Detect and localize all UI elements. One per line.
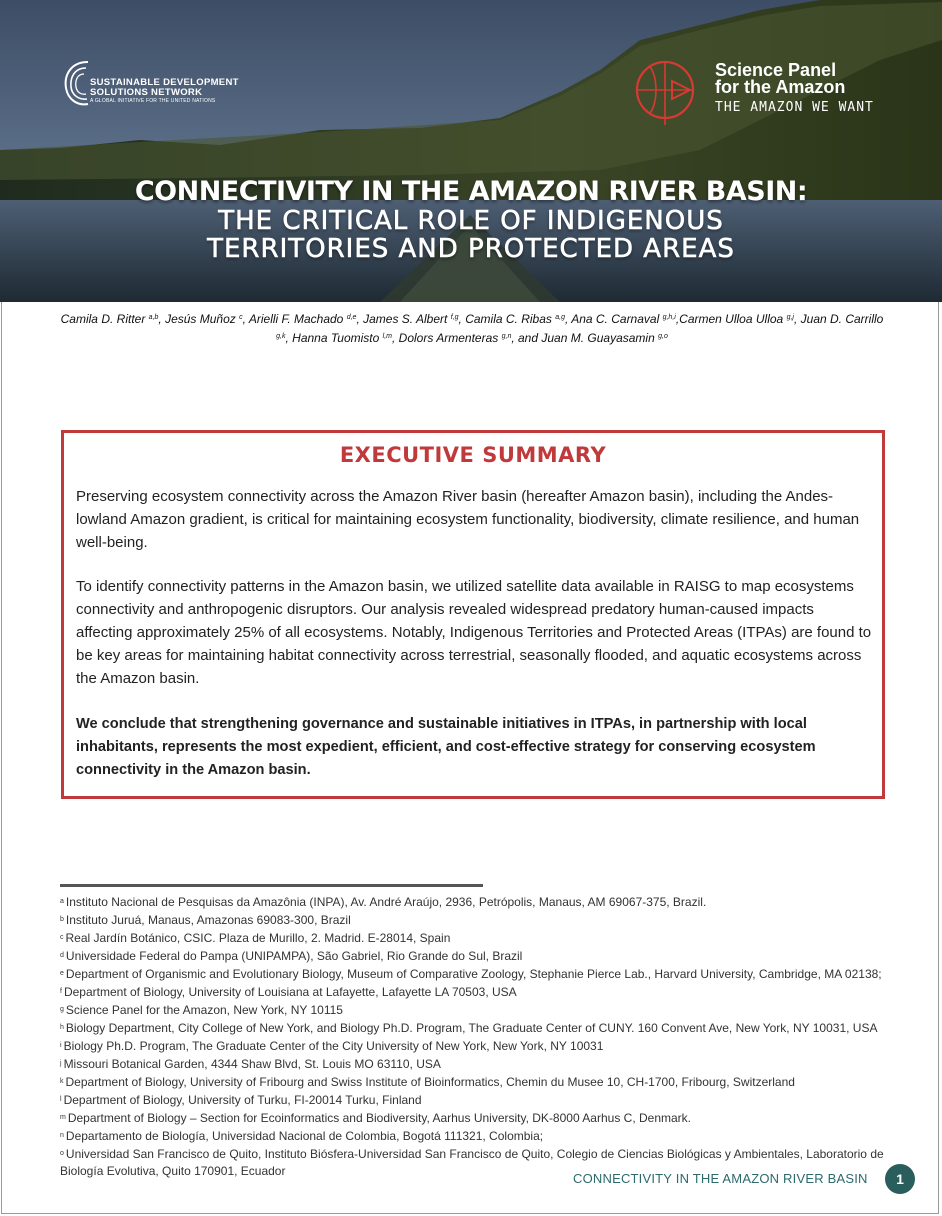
affiliation-text: Real Jardín Botánico, CSIC. Plaza de Murillo, 2. Madrid. E-28014, Spain — [65, 931, 451, 945]
affiliation-text: Instituto Juruá, Manaus, Amazonas 69083-300, Brazil — [65, 913, 351, 927]
affiliation-text: Department of Biology, University of Fribourg and Swiss Institute of Bioinformatics, Chemin du Musee 10, CH-1700, Fribourg, Switzerland — [65, 1075, 795, 1089]
affiliation-key: a — [60, 898, 64, 905]
author-name: Carmen Ulloa Ulloa — [679, 312, 784, 326]
affiliation-text: Departamento de Biología, Universidad Nacional de Colombia, Bogotá 111321, Colombia; — [65, 1129, 544, 1143]
author-name: Jesús Muñoz — [165, 312, 236, 326]
author-separator: , — [356, 312, 364, 326]
affiliation-text: Biology Department, City College of New York, and Biology Ph.D. Program, The Graduate Center of CUNY. 160 Convent Ave, New York, NY 10031, USA — [65, 1021, 878, 1035]
affiliation-key: e — [60, 970, 64, 977]
sdsn-swirl-icon — [62, 56, 92, 112]
affiliation-key: k — [60, 1078, 64, 1085]
title-line-2: THE CRITICAL ROLE OF INDIGENOUS — [218, 206, 724, 236]
author-name: Juan D. Carrillo — [800, 312, 884, 326]
footnote-divider — [60, 884, 483, 887]
author-name: Hanna Tuomisto — [292, 331, 380, 345]
science-panel-name-line1: Science Panel — [715, 60, 837, 80]
affiliation-text: Instituto Nacional de Pesquisas da Amazônia (INPA), Av. André Araújo, 2936, Petrópolis, Manaus, AM 69067-375, Brazil. — [65, 895, 707, 909]
affiliation-text: Biology Ph.D. Program, The Graduate Center of the City University of New York, New York, NY 10031 — [63, 1039, 604, 1053]
affiliation-key: n — [60, 1132, 64, 1139]
affiliation-item — [60, 893, 890, 911]
author-list — [60, 309, 884, 347]
affiliation-key: c — [60, 934, 64, 941]
executive-summary-heading: EXECUTIVE SUMMARY — [339, 443, 607, 467]
author-affiliation-marker: g,h,i — [662, 314, 676, 321]
author-name: Camila C. Ribas — [465, 312, 552, 326]
page-number-badge: 1 — [885, 1164, 915, 1194]
author-affiliation-marker: g,n — [501, 333, 512, 340]
author-name: Juan M. Guayasamin — [541, 331, 655, 345]
author-separator: , — [564, 312, 572, 326]
author-affiliation-marker: f,g — [450, 314, 459, 321]
science-panel-name-line2: for the Amazon — [715, 77, 846, 97]
affiliation-item — [60, 983, 890, 1001]
affiliation-key: d — [60, 952, 64, 959]
affiliation-item — [60, 911, 890, 929]
author-affiliation-marker: d,e — [346, 314, 357, 321]
affiliation-key: i — [60, 1042, 62, 1049]
affiliation-text: Department of Biology, University of Louisiana at Lafayette, Lafayette LA 70503, USA — [63, 985, 517, 999]
summary-paragraph-2: To identify connectivity patterns in the Amazon basin, we utilized satellite data available in RAISG to map ecosystems connectivity and anthropogenic disruptors. Our analysis revealed widespread predatory human-caused impacts affecting approximately 25% of all ecosystems. Notably, Indigenous Territories and Protected Areas (ITPAs) are found to be key areas for maintaining habitat connectivity across terrestrial, seasonally flooded, and aquatic ecosystems across the Amazon basin. — [76, 578, 872, 687]
sdsn-subtitle: A GLOBAL INITIATIVE FOR THE UNITED NATIONS — [90, 98, 216, 104]
affiliation-footnotes — [60, 893, 890, 1180]
author-affiliation-marker: a,b — [148, 314, 159, 321]
affiliation-text: Universidade Federal do Pampa (UNIPAMPA), São Gabriel, Rio Grande do Sul, Brazil — [65, 949, 523, 963]
affiliation-item — [60, 1001, 890, 1019]
author-affiliation-marker: g,k — [276, 333, 286, 340]
affiliation-item — [60, 1091, 890, 1109]
author-affiliation-marker: a,g — [555, 314, 565, 321]
affiliation-text: Missouri Botanical Garden, 4344 Shaw Blvd, St. Louis MO 63110, USA — [63, 1057, 441, 1071]
affiliation-key: l — [60, 1096, 62, 1103]
author-affiliation-marker: g,o — [658, 333, 668, 340]
science-panel-emblem-icon — [632, 55, 702, 125]
affiliation-item — [60, 1019, 890, 1037]
affiliation-text: Department of Biology, University of Turku, FI-20014 Turku, Finland — [63, 1093, 422, 1107]
affiliation-text: Department of Biology – Section for Ecoinformatics and Biodiversity, Aarhus University, DK-8000 Aarhus C, Denmark. — [67, 1111, 692, 1125]
author-name: Ana C. Carnaval — [571, 312, 660, 326]
running-footer-title: CONNECTIVITY IN THE AMAZON RIVER BASIN — [573, 1171, 868, 1186]
affiliation-key: j — [60, 1060, 62, 1067]
affiliation-text: Universidad San Francisco de Quito, Instituto Biósfera-Universidad San Francisco de Quito, Colegio de Ciencias Biológicas y Ambientales, Laboratorio de Biología Evolutiva, Quito 170901, Ecuador — [60, 1147, 884, 1178]
affiliation-item — [60, 1073, 890, 1091]
affiliation-item — [60, 965, 890, 983]
author-separator: , — [285, 331, 293, 345]
affiliation-item — [60, 1127, 890, 1145]
document-title — [0, 177, 942, 263]
author-affiliation-marker: g,j — [786, 314, 794, 321]
author-name: Dolors Armenteras — [398, 331, 499, 345]
affiliation-key: f — [60, 988, 62, 995]
summary-conclusion: We conclude that strengthening governance and sustainable initiatives in ITPAs, in partnership with local inhabitants, represents the most expedient, efficient, and cost-effective strategy for conserving ecosystem connectivity in the Amazon basin. — [76, 716, 816, 778]
affiliation-key: m — [60, 1114, 66, 1121]
affiliation-item — [60, 929, 890, 947]
author-affiliation-marker: l,m — [382, 333, 392, 340]
author-separator: , — [392, 331, 399, 345]
author-name: Arielli F. Machado — [248, 312, 344, 326]
summary-paragraph-1: Preserving ecosystem connectivity across the Amazon River basin (hereafter Amazon basin), including the Andes-lowland Amazon gradient, is critical for maintaining ecosystem functionality, biodiversity, climate resilience, and human well-being. — [76, 488, 860, 551]
hero-banner — [0, 0, 942, 302]
affiliation-item — [60, 1037, 890, 1055]
affiliation-key: b — [60, 916, 64, 923]
author-separator: , — [242, 312, 249, 326]
executive-summary-box — [61, 430, 885, 799]
affiliation-item — [60, 947, 890, 965]
affiliation-key: o — [60, 1150, 64, 1157]
affiliation-item — [60, 1055, 890, 1073]
author-separator: , — [158, 312, 166, 326]
title-line-1: CONNECTIVITY IN THE AMAZON RIVER BASIN: — [134, 176, 808, 207]
author-separator: , — [793, 312, 801, 326]
author-affiliation-marker: c — [239, 314, 243, 321]
author-name: Camila D. Ritter — [60, 312, 146, 326]
sdsn-name: SUSTAINABLE DEVELOPMENT SOLUTIONS NETWORK — [90, 77, 239, 98]
affiliation-item — [60, 1109, 890, 1127]
author-separator: , and — [511, 331, 542, 345]
affiliation-text: Science Panel for the Amazon, New York, NY 10115 — [65, 1003, 343, 1017]
author-separator: , — [675, 312, 680, 326]
sdsn-logo — [62, 56, 262, 112]
science-panel-name — [715, 62, 845, 96]
science-panel-tagline: THE AMAZON WE WANT — [715, 100, 874, 115]
affiliation-key: h — [60, 1024, 64, 1031]
author-name: James S. Albert — [363, 312, 448, 326]
affiliation-key: g — [60, 1006, 64, 1013]
title-line-3: TERRITORIES AND PROTECTED AREAS — [207, 234, 735, 264]
author-separator: , — [458, 312, 466, 326]
affiliation-text: Department of Organismic and Evolutionary Biology, Museum of Comparative Zoology, Stephanie Pierce Lab., Harvard University, Cambridge, MA 02138; — [65, 967, 882, 981]
